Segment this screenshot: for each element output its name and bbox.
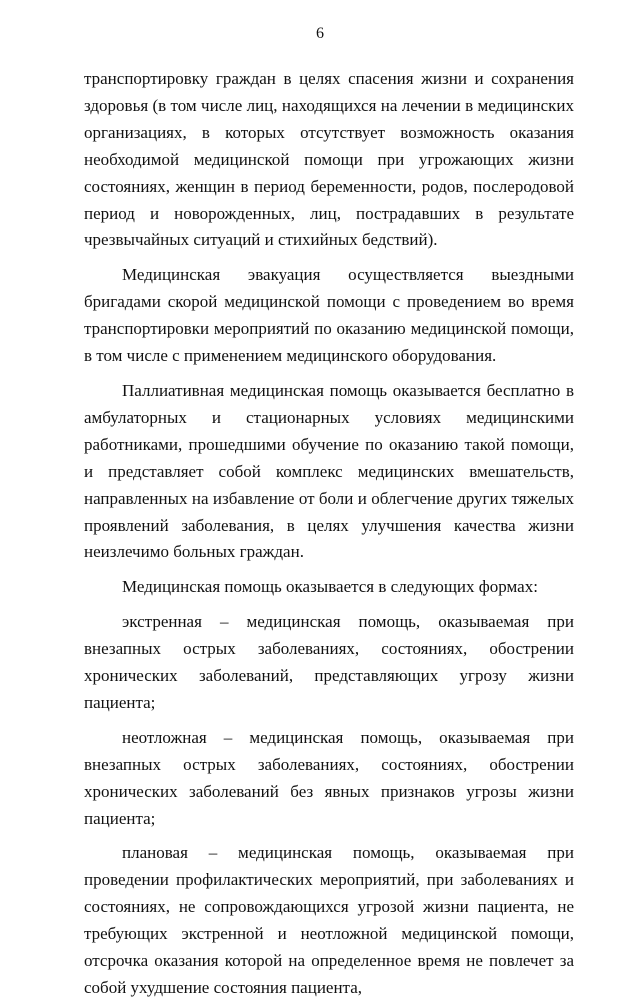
paragraph-forms-intro: Медицинская помощь оказывается в следующих формах: — [122, 577, 538, 597]
paragraph-palliative-care: Паллиативная медицинская помощь оказывается бесплатно в амбулаторных и стационарных условиях медицинскими работниками, прошедшими обучение по оказанию такой помощи, и представляет собой комплекс медицинских вмешательств, направленных на избавление от боли и облегчение других тяжелых проявлений заболевания, в целях улучшения качества жизни неизлечимо больных граждан. — [84, 380, 574, 562]
paragraph-planned-form: плановая – медицинская помощь, оказываемая при проведении профилактических мероприятий, при заболеваниях и состояниях, не сопровождающихся угрозой жизни пациента, не требующих экстренной и неотложной медицинской помощи, отсрочка оказания которой на определенное время не повлечет за собой ухудшение состояния пациента, — [84, 843, 574, 997]
paragraph-medical-evacuation: Медицинская эвакуация осуществляется выездными бригадами скорой медицинской помощи с проведением во время транспортировки мероприятий по оказанию медицинской помощи, в том числе с применением медицинского оборудования. — [84, 265, 574, 366]
paragraph-continuation: транспортировку граждан в целях спасения жизни и сохранения здоровья (в том числе лиц, находящихся на лечении в медицинских организациях, в которых отсутствует возможность оказания необходимой медицинской помощи при угрожающих жизни состояниях, женщин в период беременности, родов, послеродовой период и новорожденных, лиц, пострадавших в результате чрезвычайных ситуаций и стихийных бедствий). — [84, 69, 574, 250]
page-number: 6 — [316, 25, 324, 42]
document-body — [84, 66, 574, 1002]
paragraph-urgent-form: неотложная – медицинская помощь, оказываемая при внезапных острых заболеваниях, состояниях, обострении хронических заболеваний без явных признаков угрозы жизни пациента; — [84, 727, 574, 828]
paragraph-emergency-form: экстренная – медицинская помощь, оказываемая при внезапных острых заболеваниях, состояниях, обострении хронических заболеваний, представляющих угрозу жизни пациента; — [84, 612, 574, 712]
